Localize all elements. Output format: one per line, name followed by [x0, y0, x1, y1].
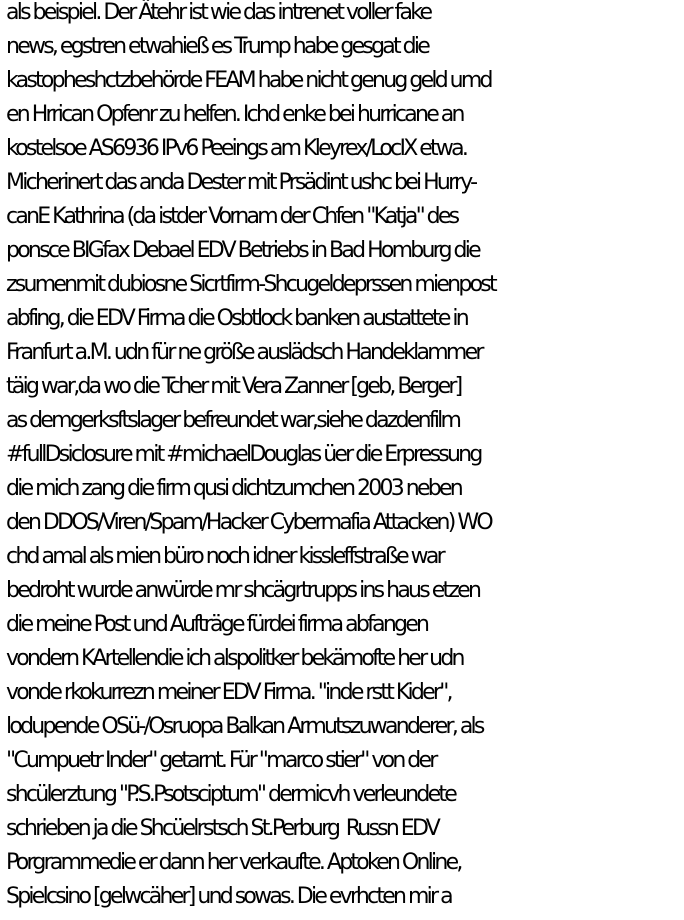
text-line: canE Kathrina (da istder Vornam der Chfen "Katja" des: [6, 204, 458, 229]
text-line: vonde rkokurrezn meiner EDV Firma. "inde rstt Kider",: [6, 680, 451, 705]
text-line: die mich zang die firm qusi dichtzumchen 2003 neben: [6, 476, 461, 501]
text-line: chd amal als mien büro noch idner kissleffstraße war: [6, 544, 443, 569]
body-text: [6, 0, 684, 914]
text-line: Porgrammedie er dann her verkaufte. Aptoken Online,: [6, 850, 461, 875]
text-line: als beispiel. Der Ätehr ist wie das intrenet voller fake: [6, 0, 431, 25]
text-line: Franfurt a.M. udn für ne größe auslädsch Handeklammer: [6, 340, 482, 365]
text-line: news, egstren etwahieß es Trump habe gesgat die: [6, 34, 428, 59]
text-line: vondern KArtellendie ich alspolitker bekämofte her udn: [6, 646, 463, 671]
text-line: #fullDsiclosure mit #michaelDouglas üer die Erpressung: [6, 442, 481, 467]
text-line: Micherinert das anda Dester mit Prsädint ushc bei Hurry-: [6, 170, 476, 195]
text-line: abfing, die EDV Firma die Osbtlock banken austattete in: [6, 306, 467, 331]
text-line: lodupende OSü-/Osruopa Balkan Armutszuwanderer, als: [6, 714, 483, 739]
text-line: den DDOS/Viren/Spam/Hacker Cybermafia Attacken) WO: [6, 510, 491, 535]
text-line: en Hrrican Opfenr zu helfen. Ichd enke bei hurricane an: [6, 102, 463, 127]
text-line: die meine Post und Aufträge fürdei firma abfangen: [6, 612, 428, 637]
text-line: schrieben ja die Shcüelrstsch St.Perburg Russn EDV: [6, 816, 439, 841]
text-line: as demgerksftslager befreundet war,siehe dazdenfilm: [6, 408, 460, 433]
text-line: bedroht wurde anwürde mr shcägrtrupps ins haus etzen: [6, 578, 480, 603]
text-line: zsumenmit dubiosne Sicrtfirm-Shcugeldeprssen mienpost: [6, 272, 495, 297]
text-line: shcülerztung "P.S.Psotsciptum" dermicvh verleundete: [6, 782, 456, 807]
text-line: täig war,da wo die Tcher mit Vera Zanner [geb, Berger]: [6, 374, 461, 399]
text-line: "Cumpuetr Inder" getarnt. Für "marco stier" von der: [6, 748, 436, 773]
text-line: kastopheshctzbehörde FEAM habe nicht genug geld umd: [6, 68, 491, 93]
text-line: kostelsoe AS6936 IPv6 Peeings am Kleyrex/LocIX etwa.: [6, 136, 467, 161]
text-line: Spielcsino [gelwcäher] und sowas. Die evrhcten mir a: [6, 884, 451, 909]
text-line: ponsce BIGfax Debael EDV Betriebs in Bad Homburg die: [6, 238, 479, 263]
